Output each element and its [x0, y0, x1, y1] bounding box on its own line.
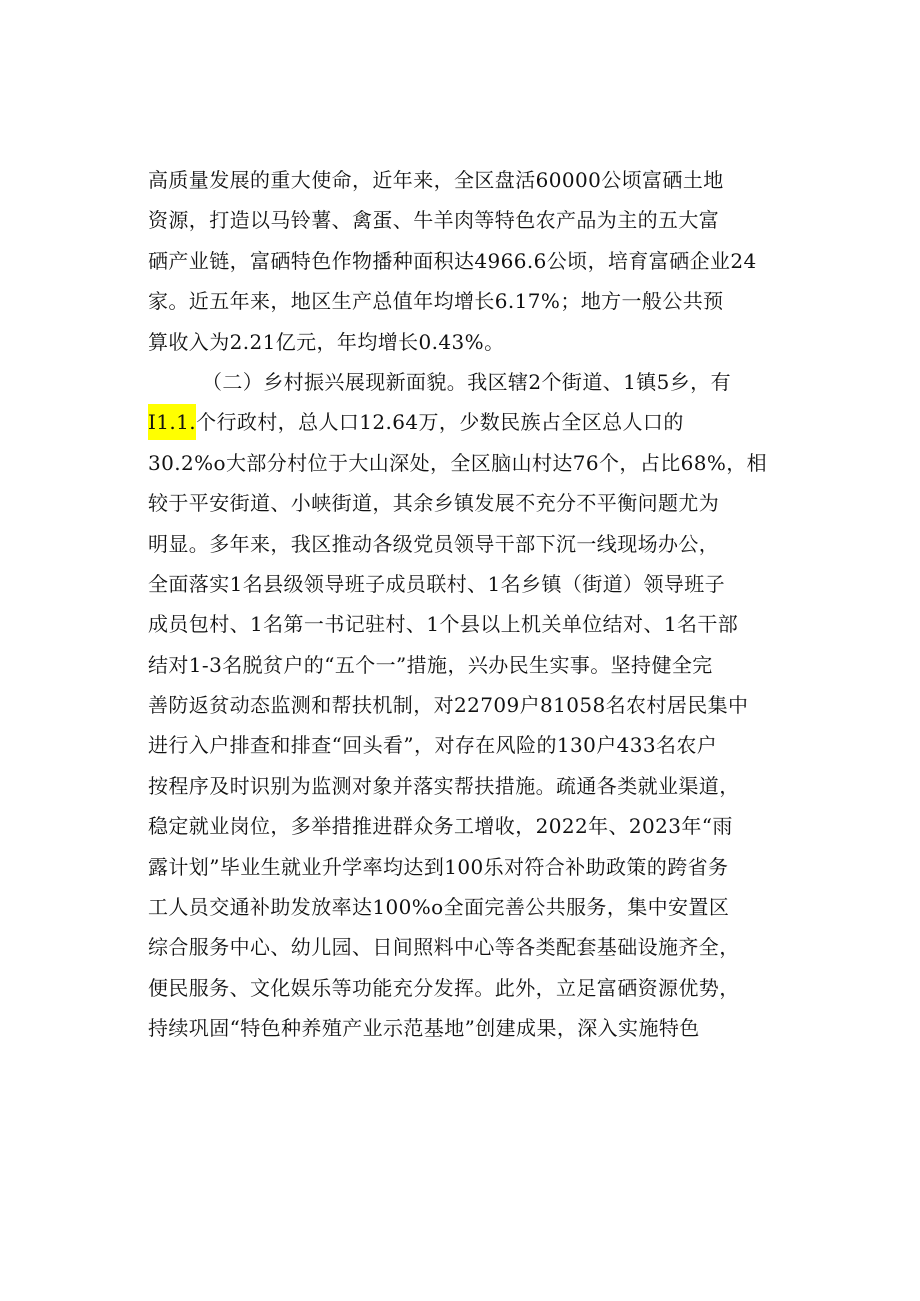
text-line-4: 家。近五年来，地区生产总值年均增长6.17%；地方一般公共预 [148, 289, 724, 314]
section-heading-line: （二）乡村振兴展现新面貌。我区辖2个街道、1镇5乡，有 [202, 369, 731, 394]
text-line-16: 按程序及时识别为监测对象并落实帮扶措施。疏通各类就业渠道， [148, 773, 740, 798]
highlighted-text: I1.1. [148, 404, 196, 440]
text-line-10: 明显。多年来，我区推动各级党员领导干部下沉一线现场办公， [148, 531, 720, 556]
text-line-22: 持续巩固“特色种养殖产业示范基地”创建成果，深入实施特色 [148, 1016, 700, 1041]
text-line-13: 结对1-3名脱贫户的“五个一”措施，兴办民生实事。坚持健全完 [148, 652, 713, 677]
text-line-12: 成员包村、1名第一书记驻村、1个县以上机关单位结对、1名干部 [148, 612, 739, 637]
text-line-7 [148, 402, 808, 442]
text-line-17: 稳定就业岗位，多举措推进群众务工增收，2022年、2023年“雨 [148, 814, 733, 839]
text-line-19: 工人员交通补助发放率达100%o全面完善公共服务，集中安置区 [148, 895, 730, 920]
text-line-7-rest: 个行政村，总人口12.64万，少数民族占全区总人口的 [196, 410, 684, 435]
text-line-14: 善防返贫动态监测和帮扶机制，对22709户81058名农村居民集中 [148, 693, 749, 718]
text-line-8: 30.2%o大部分村位于大山深处，全区脑山村达76个，占比68%，相 [148, 450, 768, 475]
text-line-18: 露计划”毕业生就业升学率均达到100乐对符合补助政策的跨省务 [148, 854, 729, 879]
text-line-1: 高质量发展的重大使命，近年来，全区盘活60000公顷富硒土地 [148, 168, 724, 192]
text-line-2: 资源，打造以马铃薯、禽蛋、牛羊肉等特色农产品为主的五大富 [148, 208, 720, 233]
text-line-20: 综合服务中心、幼儿园、日间照料中心等各类配套基础设施齐全， [148, 935, 740, 960]
text-line-5: 算收入为2.21亿元，年均增长0.43%。 [148, 329, 505, 354]
body-text [148, 160, 808, 1049]
text-line-9: 较于平安街道、小峡街道，其余乡镇发展不充分不平衡问题尤为 [148, 491, 720, 516]
text-line-3: 硒产业链，富硒特色作物播种面积达4966.6公顷，培育富硒企业24 [148, 248, 757, 273]
text-line-21: 便民服务、文化娱乐等功能充分发挥。此外，立足富硒资源优势， [148, 975, 740, 1000]
text-line-15: 进行入户排查和排查“回头看”，对存在风险的130户433名农户 [148, 733, 718, 758]
text-line-11: 全面落实1名县级领导班子成员联村、1名乡镇（街道）领导班子 [148, 571, 726, 596]
